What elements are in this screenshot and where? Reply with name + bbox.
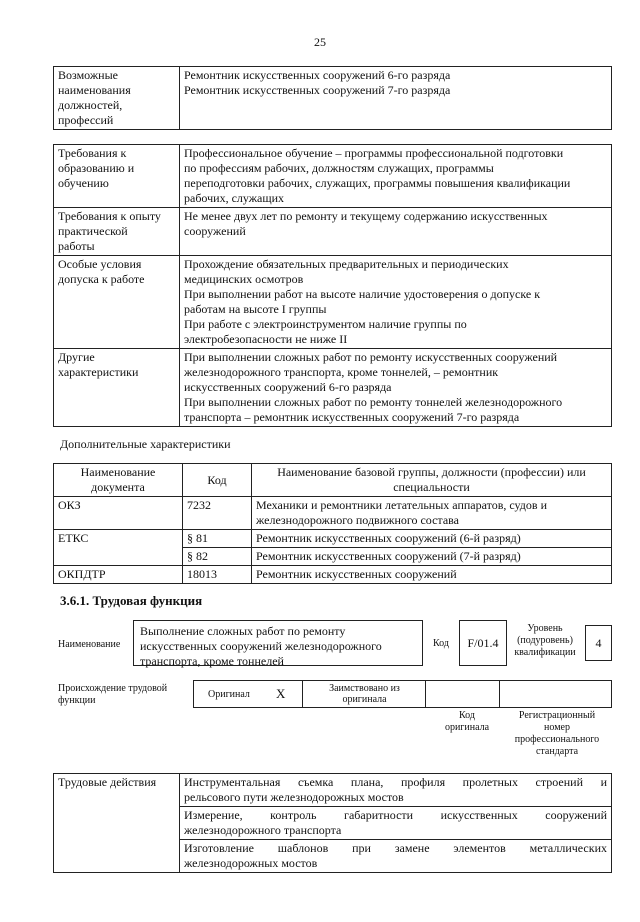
value-line: железнодорожного транспорта, кроме тоннелей, – ремонтник xyxy=(184,365,499,379)
label-line: Требования к опыту xyxy=(58,209,161,223)
original-cell xyxy=(194,681,303,707)
code-cell: 18013 xyxy=(183,566,252,584)
function-code-label: Код xyxy=(433,638,449,649)
origin-label xyxy=(58,683,188,707)
value-line: При работе с электроинструментом наличие группы по xyxy=(184,317,467,331)
function-name-line: искусственных сооружений железнодорожного xyxy=(140,639,382,653)
caption-line: Регистрационный xyxy=(518,710,596,721)
header-line: Наименование xyxy=(80,465,156,479)
original-code-caption xyxy=(430,710,504,734)
level-label-line: (подуровень) xyxy=(517,635,573,646)
action-line: рельсового пути железнодорожных мостов xyxy=(184,790,404,804)
qualification-level-box: 4 xyxy=(585,625,612,661)
name-cell: Ремонтник искусственных сооружений xyxy=(252,566,612,584)
table-row xyxy=(54,530,612,548)
label-line: Другие xyxy=(58,350,95,364)
original-code-cell xyxy=(426,681,500,707)
name-cell: Ремонтник искусственных сооружений (6-й разряд) xyxy=(252,530,612,548)
label-line: Возможные xyxy=(58,68,118,82)
borrowed-cell xyxy=(303,681,426,707)
label-line: обучению xyxy=(58,176,109,190)
borrowed-line: оригинала xyxy=(342,694,387,705)
code-cell: § 82 xyxy=(183,548,252,566)
header-code: Код xyxy=(183,464,252,497)
value-line: Профессиональное обучение – программы профессиональной подготовки xyxy=(184,146,564,160)
header-line: документа xyxy=(91,480,145,494)
action-line: Изготовление шаблонов при замене элементов металлических xyxy=(184,841,607,855)
label-line: допуска к работе xyxy=(58,272,145,286)
value-line: искусственных сооружений 6-го разряда xyxy=(184,380,392,394)
requirement-label xyxy=(54,349,180,427)
caption-line: стандарта xyxy=(535,746,579,757)
section-title: 3.6.1. Трудовая функция xyxy=(60,593,203,608)
value-line: работам на высоте I группы xyxy=(184,302,327,316)
function-name-line: транспорта, кроме тоннелей xyxy=(140,654,284,668)
table-row xyxy=(54,566,612,584)
action-line: Инструментальная съемка плана, профиля пролетных строений и xyxy=(184,775,607,789)
label-line: профессий xyxy=(58,113,114,127)
borrowed-label xyxy=(303,683,426,705)
caption-line: номер xyxy=(544,722,570,733)
labor-action-row xyxy=(54,774,612,807)
caption-line: оригинала xyxy=(444,722,490,733)
requirement-row-experience xyxy=(54,208,612,256)
original-label: Оригинал xyxy=(208,689,250,700)
requirement-row-other xyxy=(54,349,612,427)
job-name: Ремонтник искусственных сооружений 6-го разряда xyxy=(184,68,451,82)
value-line: по профессиям рабочих, должностям служащих, программы xyxy=(184,161,494,175)
label-line: образованию и xyxy=(58,161,135,175)
requirement-label xyxy=(54,256,180,349)
caption-line: Код xyxy=(459,710,475,721)
label-line: Требования к xyxy=(58,146,127,160)
origin-row xyxy=(193,680,612,708)
requirement-row-education xyxy=(54,145,612,208)
additional-characteristics-title: Дополнительные характеристики xyxy=(60,437,231,451)
label-line: Особые условия xyxy=(58,257,142,271)
value-line: При выполнении работ на высоте наличие удостоверения о допуске к xyxy=(184,287,541,301)
labor-actions-label: Трудовые действия xyxy=(54,774,180,873)
table-row xyxy=(54,497,612,530)
header-name xyxy=(252,464,612,497)
possible-names-label xyxy=(54,67,180,130)
value-line: сооружений xyxy=(184,224,246,238)
doc-cell: ОКЗ xyxy=(54,497,183,530)
header-line: специальности xyxy=(393,480,470,494)
qualification-level-label xyxy=(511,623,579,659)
doc-cell: ЕТКС xyxy=(54,530,183,566)
origin-label-line: Происхождение трудовой xyxy=(58,683,168,694)
possible-names-values xyxy=(180,67,612,130)
label-line: наименования xyxy=(58,83,131,97)
additional-characteristics-table xyxy=(53,463,612,584)
label-line: работы xyxy=(58,239,95,253)
action-line: железнодорожных мостов xyxy=(184,856,318,870)
origin-label-line: функции xyxy=(58,695,96,706)
header-line: Наименование базовой группы, должности (профессии) или xyxy=(277,465,586,479)
possible-names-table xyxy=(53,66,612,130)
original-mark: X xyxy=(276,686,286,701)
label-line: должностей, xyxy=(58,98,123,112)
value-line: медицинских осмотров xyxy=(184,272,304,286)
caption-line: профессионального xyxy=(514,734,600,745)
action-line: Измерение, контроль габаритности искусственных сооружений xyxy=(184,808,607,822)
function-code-box: F/01.4 xyxy=(459,620,507,666)
requirement-value xyxy=(180,145,612,208)
job-name: Ремонтник искусственных сооружений 7-го разряда xyxy=(184,83,451,97)
labor-actions-table xyxy=(53,773,612,873)
requirement-label xyxy=(54,208,180,256)
level-label-line: Уровень xyxy=(527,623,563,634)
action-line: железнодорожного транспорта xyxy=(184,823,342,837)
labor-action-item xyxy=(180,774,612,807)
function-name-label: Наименование xyxy=(58,639,121,650)
name-cell: Ремонтник искусственных сооружений (7-й разряд) xyxy=(252,548,612,566)
labor-action-item xyxy=(180,840,612,873)
labor-action-item xyxy=(180,807,612,840)
label-line: практической xyxy=(58,224,128,238)
value-line: электробезопасности не ниже II xyxy=(184,332,348,346)
requirement-value xyxy=(180,208,612,256)
doc-cell: ОКПДТР xyxy=(54,566,183,584)
value-line: Не менее двух лет по ремонту и текущему содержанию искусственных xyxy=(184,209,548,223)
name-line: Механики и ремонтники летательных аппаратов, судов и xyxy=(256,498,547,512)
table-header-row xyxy=(54,464,612,497)
code-cell: § 81 xyxy=(183,530,252,548)
code-cell: 7232 xyxy=(183,497,252,530)
value-line: переподготовки рабочих, служащих, программы повышения квалификации xyxy=(184,176,571,190)
requirements-table xyxy=(53,144,612,427)
requirement-value xyxy=(180,349,612,427)
value-line: При выполнении сложных работ по ремонту тоннелей железнодорожного xyxy=(184,395,563,409)
function-name-line: Выполнение сложных работ по ремонту xyxy=(140,624,346,638)
header-doc xyxy=(54,464,183,497)
value-line: транспорта – ремонтник искусственных сооружений 7-го разряда xyxy=(184,410,520,424)
name-line: железнодорожного подвижного состава xyxy=(256,513,459,527)
registration-number-cell xyxy=(500,681,611,707)
requirement-label xyxy=(54,145,180,208)
function-name-box xyxy=(133,620,423,666)
value-line: При выполнении сложных работ по ремонту искусственных сооружений xyxy=(184,350,558,364)
page-number: 25 xyxy=(314,35,326,49)
possible-names-row xyxy=(54,67,612,130)
level-label-line: квалификации xyxy=(514,647,576,658)
label-line: характеристики xyxy=(58,365,139,379)
registration-number-caption xyxy=(505,710,609,758)
requirement-value xyxy=(180,256,612,349)
requirement-row-admission xyxy=(54,256,612,349)
value-line: рабочих, служащих xyxy=(184,191,285,205)
value-line: Прохождение обязательных предварительных и периодических xyxy=(184,257,509,271)
name-cell xyxy=(252,497,612,530)
borrowed-line: Заимствовано из xyxy=(329,683,400,694)
